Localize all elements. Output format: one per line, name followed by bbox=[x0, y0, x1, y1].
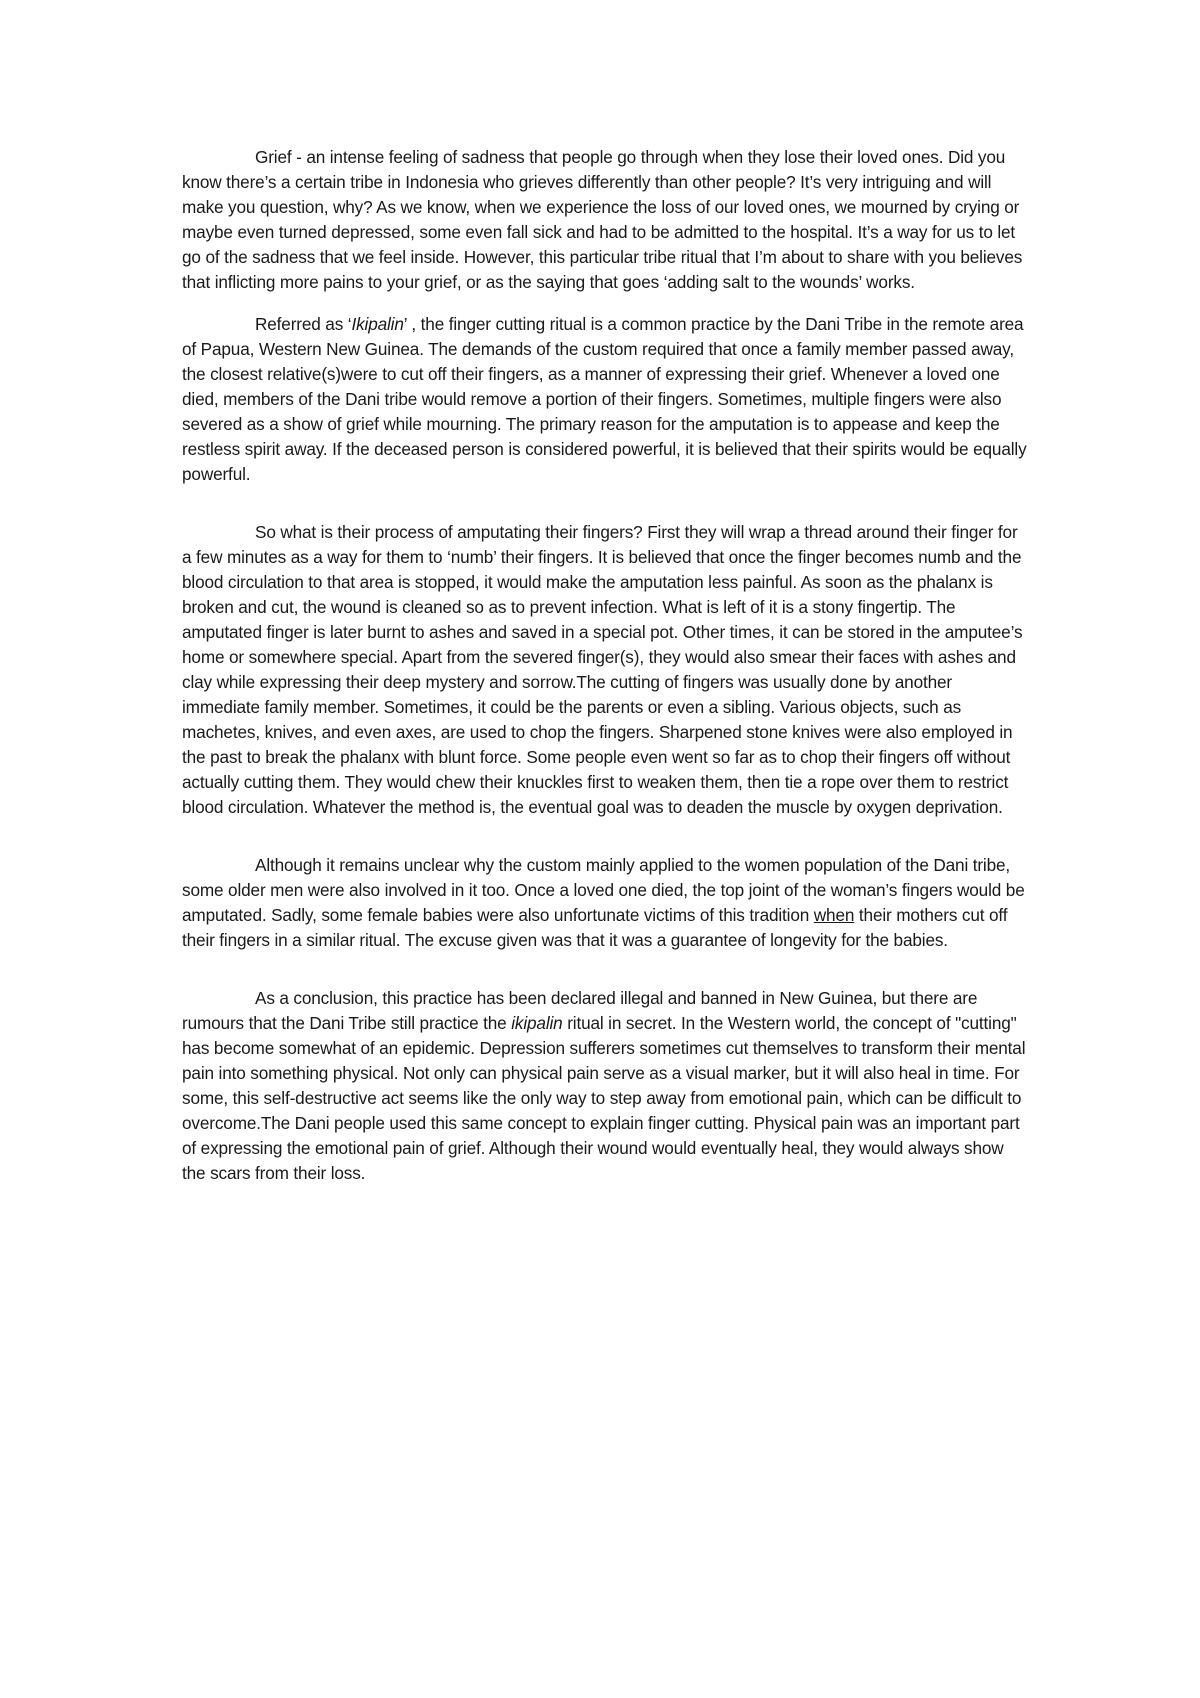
paragraph-ikipalin-ritual-start: Referred as ‘ bbox=[255, 314, 352, 334]
ikipalin-term-conclusion: ikipalin bbox=[511, 1013, 563, 1033]
paragraph-women-population-start: Although it remains unclear why the custom mainly applied to the women population of the Dani tribe, some older men were also involved in it too. Once a loved one died, the top joint of the woman’s fingers would be amputated. Sadly, some female babies were also unfortunate victims of this tradition bbox=[182, 855, 1025, 925]
paragraph-ikipalin-ritual-rest: ’ , the finger cutting ritual is a common practice by the Dani Tribe in the remote area of Papua, Western New Guinea. The demands of the custom required that once a family member passed away, the closest relative(s)were to cut off their fingers, as a manner of expressing their grief. Whenever a loved one died, members of the Dani tribe would remove a portion of their fingers. Sometimes, multiple fingers were also severed as a show of grief while mourning. The primary reason for the amputation is to appease and keep the restless spirit away. If the deceased person is considered powerful, it is believed that their spirits would be equally powerful. bbox=[182, 314, 1027, 484]
paragraph-grief-intro: Grief - an intense feeling of sadness that people go through when they lose their loved ones. Did you know there’s a certain tribe in Indonesia who grieves differently than other people? It’s very intriguing and will make you question, why? As we know, when we experience the loss of our loved ones, we mourned by crying or maybe even turned depressed, some even fall sick and had to be admitted to the hospital. It’s a way for us to let go of the sadness that we feel inside. However, this particular tribe ritual that I’m about to share with you believes that inflicting more pains to your grief, or as the saying that goes ‘adding salt to the wounds’ works. bbox=[182, 147, 1023, 292]
paragraph-amputation-process: So what is their process of amputating their fingers? First they will wrap a thread around their finger for a few minutes as a way for them to ‘numb’ their fingers. It is believed that once the finger becomes numb and the blood circulation to that area is stopped, it would make the amputation less painful. As soon as the phalanx is broken and cut, the wound is cleaned so as to prevent infection. What is left of it is a stony fingertip. The amputated finger is later burnt to ashes and saved in a special pot. Other times, it can be stored in the amputee’s home or somewhere special. Apart from the severed finger(s), they would also smear their faces with ashes and clay while expressing their deep mystery and sorrow.The cutting of fingers was usually done by another immediate family member. Sometimes, it could be the parents or even a sibling. Various objects, such as machetes, knives, and even axes, are used to chop the fingers. Sharpened stone knives were also employed in the past to break the phalanx with blunt force. Some people even went so far as to chop their fingers off without actually cutting them. They would chew their knuckles first to weaken them, then tie a rope over them to restrict blood circulation. Whatever the method is, the eventual goal was to deaden the muscle by oxygen deprivation. bbox=[182, 522, 1023, 817]
underlined-word-when: when bbox=[813, 905, 855, 925]
paragraph-ikipalin-ritual bbox=[182, 312, 1027, 487]
paragraph-conclusion-start: As a conclusion, this practice has been declared illegal and banned in New Guinea, but there are rumours that the Dani Tribe still practice the bbox=[182, 988, 978, 1033]
paragraph-conclusion bbox=[182, 986, 1027, 1186]
paragraph-women-population-rest: their mothers cut off their fingers in a similar ritual. The excuse given was that it was a guarantee of longevity for the babies. bbox=[182, 905, 1008, 950]
paragraph-women-population bbox=[182, 853, 1027, 953]
ikipalin-term: Ikipalin bbox=[351, 314, 404, 334]
paragraph-conclusion-rest: ritual in secret. In the Western world, the concept of "cutting" has become somewhat of an epidemic. Depression sufferers sometimes cut themselves to transform their mental pain into something physical. Not only can physical pain serve as a visual marker, but it will also heal in time. For some, this self-destructive act seems like the only way to step away from emotional pain, which can be difficult to overcome.The Dani people used this same concept to explain finger cutting. Physical pain was an important part of expressing the emotional pain of grief. Although their wound would eventually heal, they would always show the scars from their loss. bbox=[182, 1013, 1026, 1183]
document-body bbox=[182, 145, 1027, 1203]
